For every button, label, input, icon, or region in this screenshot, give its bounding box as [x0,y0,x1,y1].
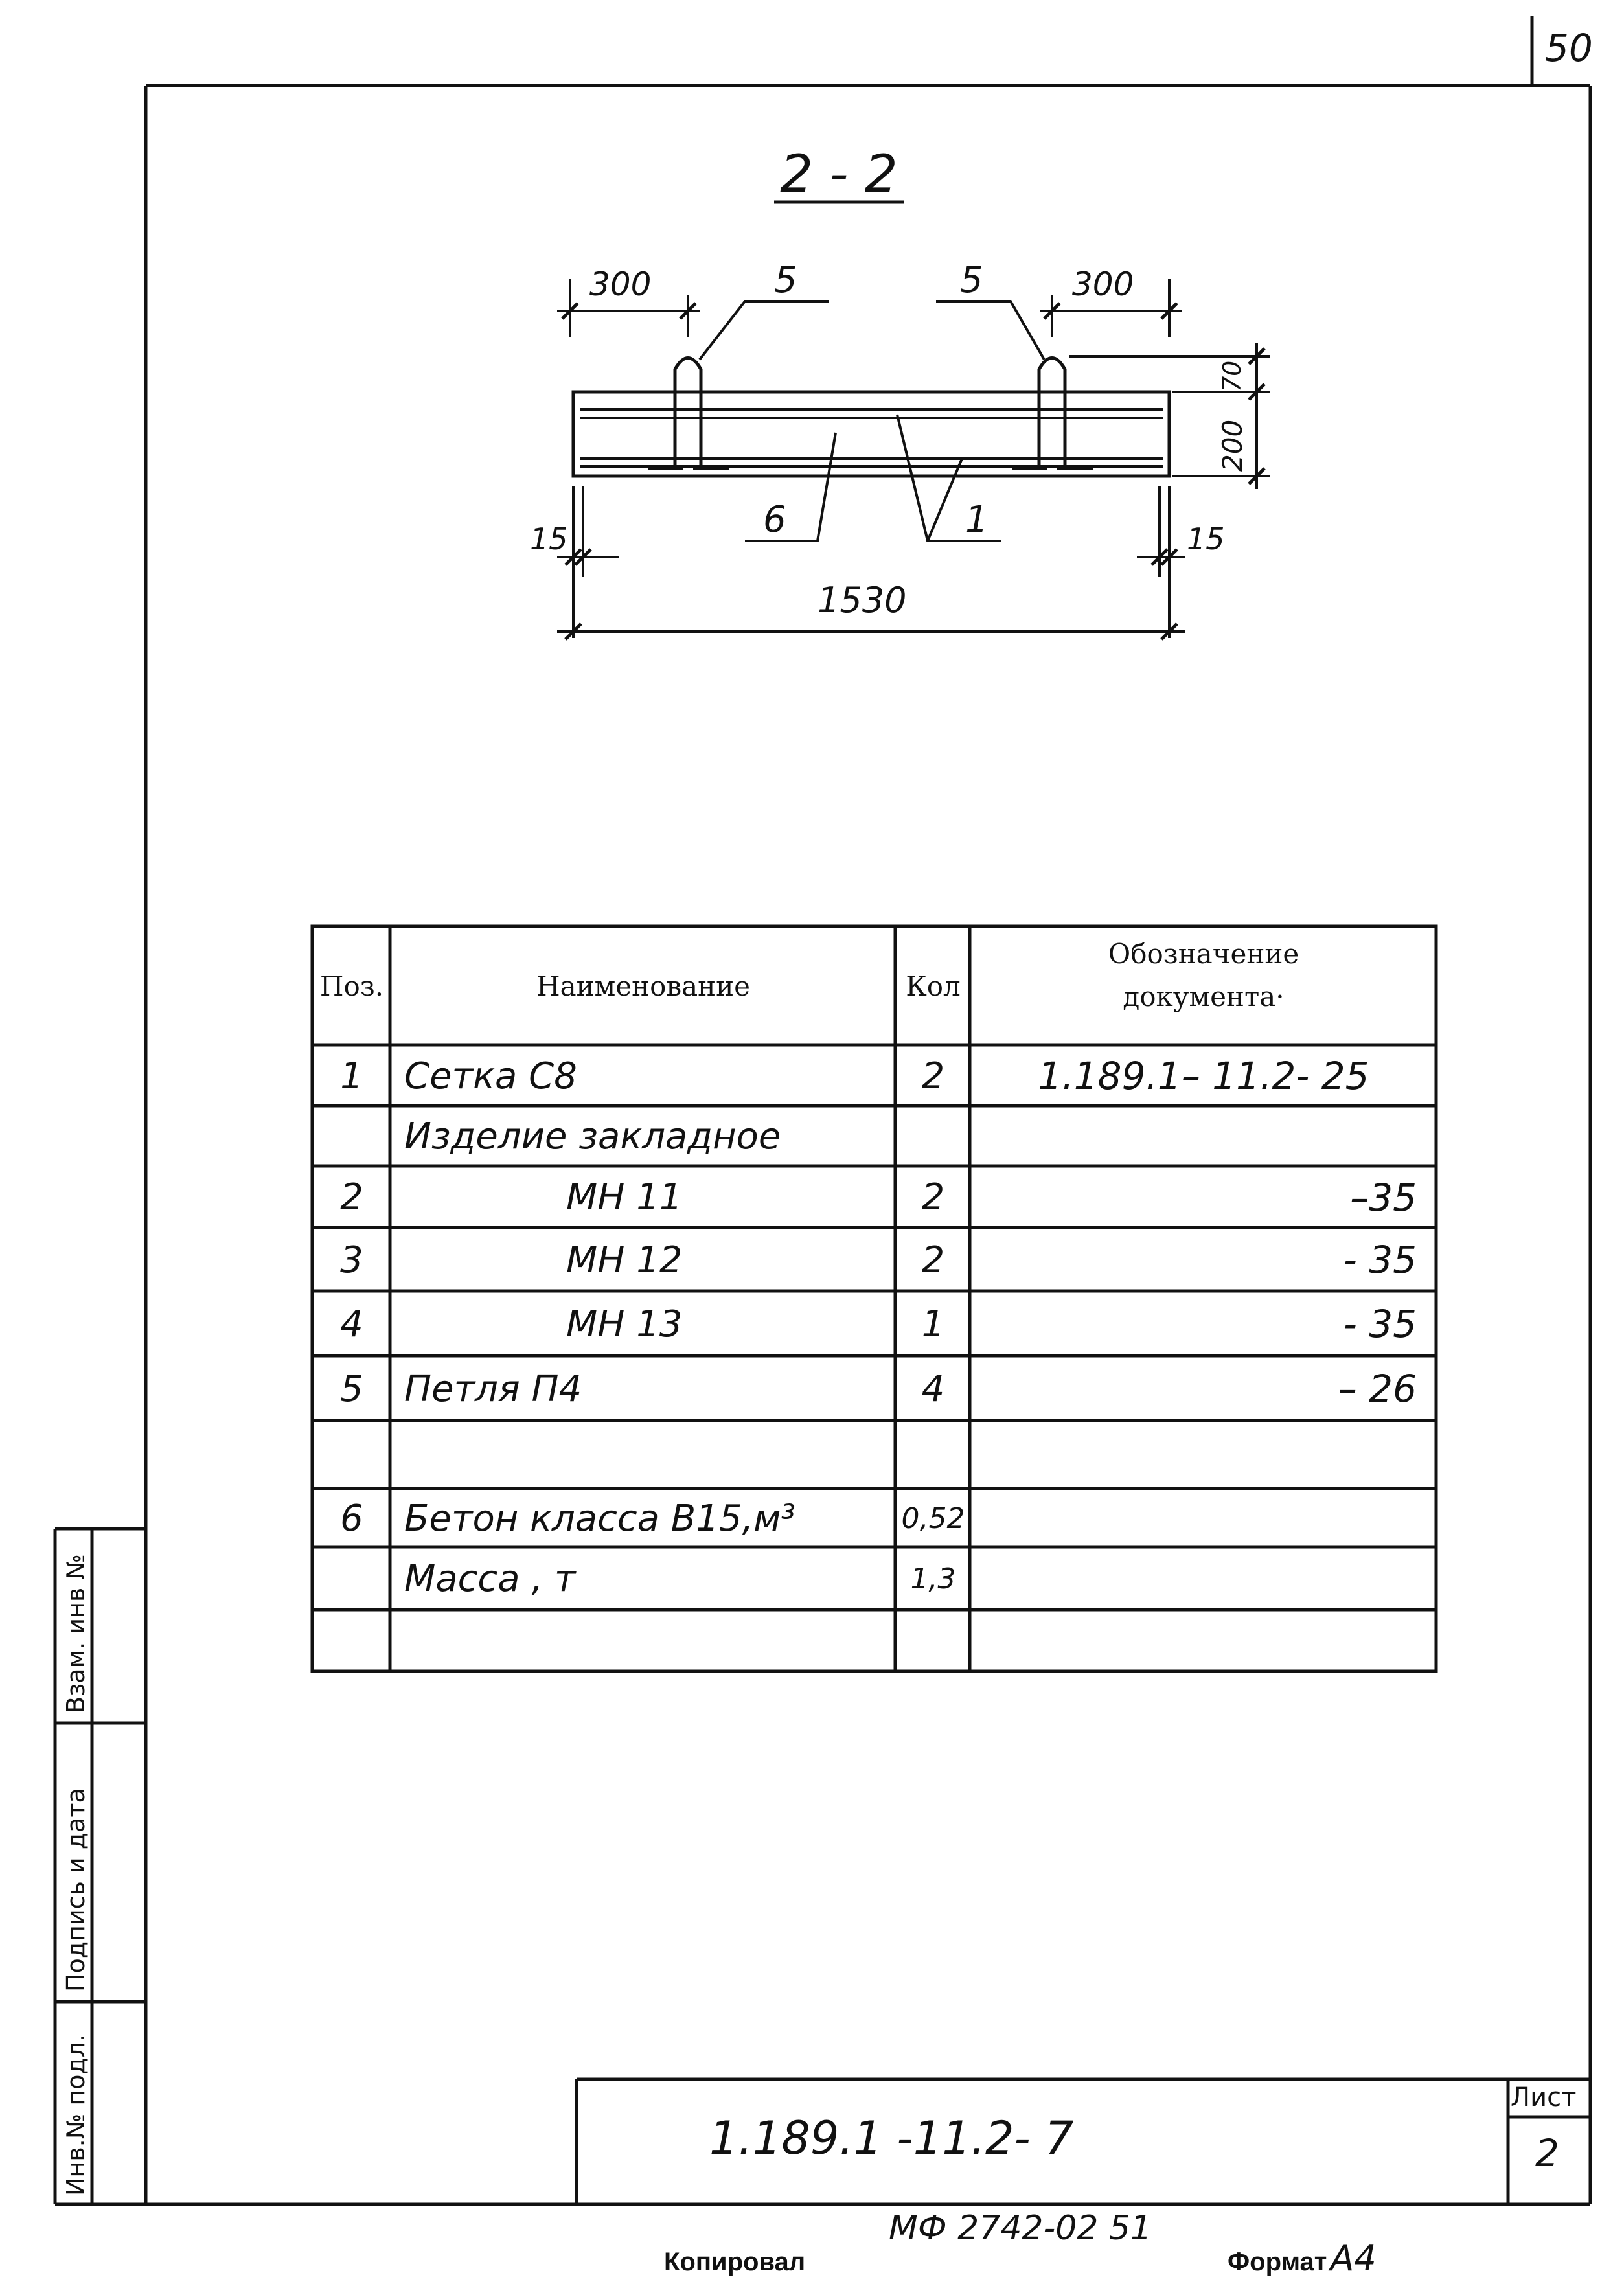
footer-copy-number: МФ 2742-02 51 [889,2209,1152,2248]
spec-row-3-qty: 2 [921,1176,945,1218]
section-title: 2 - 2 [780,144,898,204]
spec-row-3-doc: –35 [1350,1175,1417,1220]
callout-5-right: 5 [960,259,983,301]
spec-row-7-pos [314,1422,390,1489]
dim-left-top: 300 [589,266,652,303]
footer-format-label: Формат [1228,2248,1327,2276]
header-name: Наименование [536,970,750,1002]
beam-section [573,358,1169,477]
dim-total-length: 1530 [818,580,907,621]
footer-format-value: А4 [1330,2238,1377,2279]
spec-row-5-doc: - 35 [1343,1302,1417,1346]
spec-row-5-name: МН 13 [566,1303,683,1345]
header-doc [971,933,1436,1040]
spec-row-2-pos [314,1107,390,1166]
spec-row-8-name: Бетон класса В15,м³ [404,1497,795,1540]
spec-row-10-qty [897,1611,970,1671]
title-block-designation: 1.189.1 -11.2- 7 [709,2112,1074,2165]
spec-row-2-doc [971,1107,1436,1166]
spec-row-1-doc: 1.189.1– 11.2- 25 [1038,1054,1369,1098]
spec-row-3-name: МН 11 [566,1176,683,1218]
callout-1: 1 [965,499,989,541]
spec-row-8-qty: 0,52 [901,1502,965,1535]
spec-row-10-name [391,1611,895,1671]
spec-row-4-doc: - 35 [1343,1238,1417,1282]
leader-lines [700,301,1044,541]
spec-row-10-doc [971,1611,1436,1671]
dim-right-top: 300 [1072,266,1134,303]
spec-row-7-doc [971,1422,1436,1489]
spec-row-9-pos [314,1548,390,1610]
title-block-list-number: 2 [1535,2131,1559,2175]
stamp-podpis-data: Подпись и дата [62,1788,90,1992]
spec-row-2-qty [897,1107,970,1166]
spec-row-9-qty: 1,3 [910,1562,956,1595]
spec-row-9-name: Масса , т [404,1558,576,1600]
spec-row-7-qty [897,1422,970,1489]
header-doc-line1: Обозначение [1108,938,1299,970]
spec-row-1-pos: 1 [340,1055,363,1097]
spec-row-8-doc [971,1490,1436,1547]
spec-row-5-qty: 1 [921,1303,945,1345]
spec-row-5-pos: 4 [340,1303,363,1345]
dim-height-top: 70 [1218,360,1246,392]
spec-row-6-pos: 5 [340,1367,363,1410]
spec-row-7-name [391,1422,895,1489]
spec-row-4-name: МН 12 [566,1239,683,1281]
footer-copied-label: Копировал [664,2248,806,2276]
spec-row-1-name: Сетка С8 [404,1055,577,1097]
spec-row-6-name: Петля П4 [404,1367,582,1410]
dim-height-main: 200 [1217,419,1248,472]
spec-row-8-pos: 6 [340,1497,363,1540]
dim-right-offset: 15 [1187,521,1225,556]
header-pos: Поз. [319,970,384,1002]
spec-row-2-name: Изделие закладное [404,1115,781,1158]
callout-6: 6 [763,499,786,541]
header-doc-line2: документа· [1123,981,1285,1012]
callout-5-left: 5 [774,259,797,301]
dim-left-offset: 15 [530,521,568,556]
spec-row-6-qty: 4 [921,1367,945,1410]
spec-row-4-qty: 2 [921,1239,945,1281]
footer-format [1228,2238,1377,2279]
spec-row-3-pos: 2 [340,1176,363,1218]
spec-row-1-qty: 2 [921,1055,945,1097]
stamp-inv-podl: Инв.№ подл. [62,2033,90,2196]
header-qty: Кол [906,970,961,1002]
stamp-vzam-inv: Взам. инв № [62,1554,90,1713]
spec-row-9-doc [971,1548,1436,1610]
spec-row-6-doc: – 26 [1338,1367,1417,1411]
sheet-corner-number: 50 [1545,26,1593,70]
title-block-list-label: Лист [1511,2083,1577,2112]
spec-row-10-pos [314,1611,390,1671]
spec-row-4-pos: 3 [340,1239,363,1281]
